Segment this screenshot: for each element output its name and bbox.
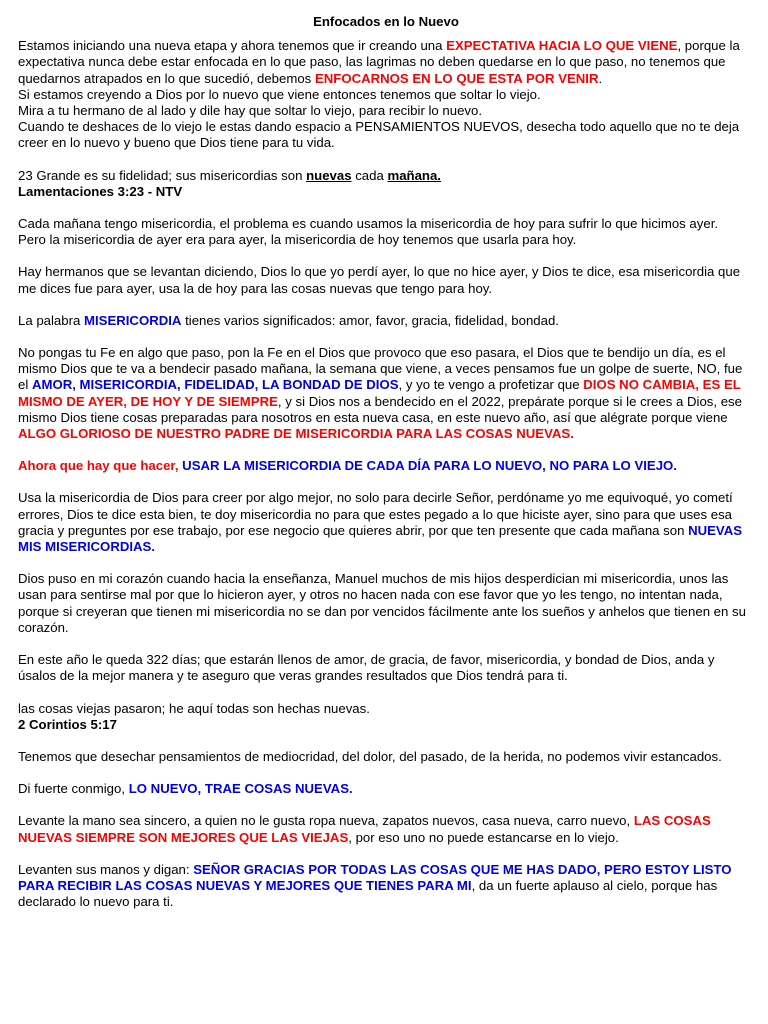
paragraph-raise-hand [18,813,754,845]
intro-line-2: Si estamos creyendo a Dios por lo nuevo que viene entonces tenemos que soltar lo viejo. [18,86,541,102]
verse-text: las cosas viejas pasaron; he aquí todas son hechas nuevas. [18,700,370,716]
paragraph-misericordia-meaning [18,313,754,329]
text-run: No pongas tu Fe en algo que paso, pon la Fe en el Dios que provoco que eso pasara, el Dios que te bendijo un día, es el mismo Dios que te va a bendecir pasado mañana, la semana que viene, a veces pensamos fue un golpe de suerte, NO, fue el [18,345,743,393]
text-run: . [598,70,603,86]
highlight-red: DIOS NO CAMBIA, ES EL MISMO DE AYER, DE HOY Y DE SIEMPRE [18,377,741,409]
text-line: Pero la misericordia de ayer era para ayer, la misericordia de hoy tenemos que usarla para hoy. [18,232,577,248]
text-run: , y si Dios nos a bendecido en el 2022, prepárate porque si le crees a Dios, ese mismo Dios tiene cosas preparadas para nosotros en esta nueva casa, en este nuevo año, así que alégrate porque viene [18,393,742,425]
paragraph-discard-thoughts: Tenemos que desechar pensamientos de mediocridad, del dolor, del pasado, de la herida, no podemos vivir estancados. [18,748,722,764]
text-run: Levanten sus manos y digan: [18,861,194,877]
highlight-red: EXPECTATIVA HACIA LO QUE VIENE [446,38,678,54]
verse-reference: Lamentaciones 3:23 - NTV [18,183,183,199]
highlight-blue: NUEVAS MIS MISERICORDIAS. [18,522,743,555]
document-title: Enfocados en lo Nuevo [313,14,459,29]
highlight-red: ALGO GLORIOSO DE NUESTRO PADRE DE MISERICORDIA PARA LAS COSAS NUEVAS. [18,426,574,442]
paragraph-intro [18,38,754,151]
text-run: Levante la mano sea sincero, a quien no le gusta ropa nueva, zapatos nuevos, casa nueva, carro nuevo, [18,813,634,829]
text-run: , por eso uno no puede estancarse en lo viejo. [348,829,619,845]
paragraph-what-to-do [18,458,754,474]
text-run: La palabra [18,312,84,328]
text-line: Cada mañana tengo misericordia, el problema es cuando usamos la misericordia de hoy para sufrir lo que hicimos ayer. [18,216,719,232]
intro-line-1 [18,38,754,87]
highlight-red: Ahora que hay que hacer, [18,458,183,474]
highlight-red: LAS COSAS NUEVAS SIEMPRE SON MEJORES QUE LAS VIEJAS [18,813,711,845]
paragraph-faith [18,345,754,442]
paragraph-mercy-daily [18,216,754,248]
text-run: , porque la expectativa nunca debe estar enfocada en lo que paso, las lagrimas no deben quedarse en lo que paso, no tenemos que quedarnos atrapados en lo que sucedió, debemos [18,38,740,86]
paragraph-brothers: Hay hermanos que se levantan diciendo, Dios lo que yo perdí ayer, lo que no hice ayer, y Dios te dice, esa misericordia que me dices fue para ayer, usa la de hoy para las cosas nuevas que tengo para hoy. [18,264,741,296]
highlight-blue: LO NUEVO, TRAE COSAS NUEVAS. [128,781,353,797]
paragraph-raise-hands-pray [18,862,754,911]
text-run: tienes varios significados: amor, favor, gracia, fidelidad, bondad. [181,312,559,328]
paragraph-say-loud [18,781,754,797]
highlight-blue: SEÑOR GRACIAS POR TODAS LAS COSAS QUE ME HAS DADO, PERO ESTOY LISTO PARA RECIBIR LAS COSAS NUEVAS Y MEJORES QUE TIENES PARA MI [18,861,732,893]
verse-text [18,168,754,184]
underlined-word: nuevas [306,167,352,183]
text-run: , da un fuerte aplauso al cielo, porque has declarado lo nuevo para ti. [18,877,718,910]
verse-reference: 2 Corintios 5:17 [18,716,117,732]
intro-line-3: Mira a tu hermano de al lado y dile hay que soltar lo viejo, para recibir lo nuevo. [18,103,483,119]
highlight-blue: USAR LA MISERICORDIA DE CADA DÍA PARA LO NUEVO, NO PARA LO VIEJO. [182,458,677,474]
intro-line-4: Cuando te deshaces de lo viejo le estas dando espacio a PENSAMIENTOS NUEVOS, desecha todo aquello que no te deja creer en lo nuevo y bueno que Dios tiene para tu vida. [18,119,740,151]
paragraph-use-mercy [18,490,754,555]
paragraph-god-said: Dios puso en mi corazón cuando hacia la enseñanza, Manuel muchos de mis hijos desperdician mi misericordia, unos las usan para sentirse mal por que lo hicieron ayer, y otros no hacen nada con ese favor que yo les tengo, no intentan nada, porque si creyeran que tienen mi misericordia no se dan por vencidos fácilmente ante los sueños y anhelos que tienen en su corazón. [18,571,746,635]
text-run: 23 Grande es su fidelidad; sus misericordias son [18,167,307,183]
verse-lamentaciones [18,168,754,200]
paragraph-days-left: En este año le queda 322 días; que estarán llenos de amor, de gracia, de favor, misericordia, y bondad de Dios, anda y úsalos de la mejor manera y te aseguro que veras grandes resultados que Dios tendrá para ti. [18,652,715,684]
highlight-red: ENFOCARNOS EN LO QUE ESTA POR VENIR [314,70,599,86]
underlined-word: mañana. [387,167,441,183]
verse-corintios [18,701,754,733]
text-run: cada [351,167,388,183]
text-run: Usa la misericordia de Dios para creer por algo mejor, no solo para decirle Señor, perdóname yo me equivoqué, yo cometí errores, Dios te dice esta bien, te doy misericordia no para que estes pegado a lo que hiciste ayer, sino para que uses esa gracia y preguntes por ese trabajo, por ese negocio que quieres abrir, por que ten presente que cada mañana son [18,490,733,538]
text-run: Di fuerte conmigo, [18,781,129,797]
highlight-blue: MISERICORDIA [84,312,182,328]
text-run: Estamos iniciando una nueva etapa y ahora tenemos que ir creando una [18,38,447,54]
text-run: , y yo te vengo a profetizar que [398,377,584,393]
highlight-blue: AMOR, MISERICORDIA, FIDELIDAD, LA BONDAD DE DIOS [31,377,399,393]
